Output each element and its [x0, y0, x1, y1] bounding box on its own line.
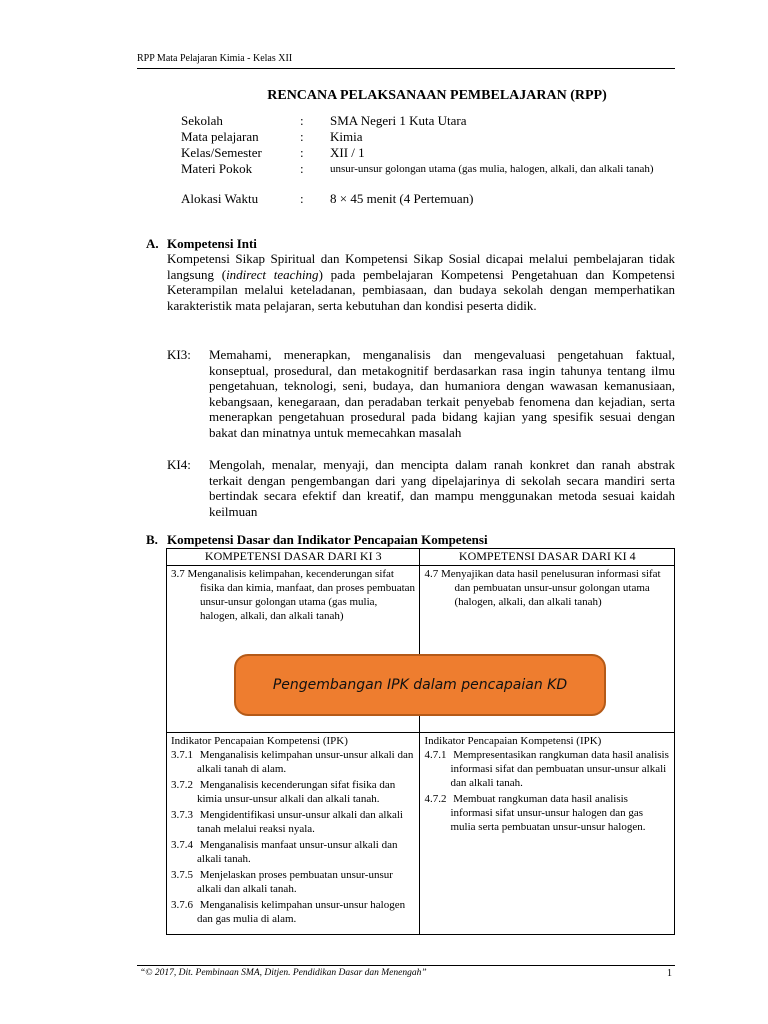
section-a-intro [167, 251, 675, 313]
ipk-text: Menganalisis kelimpahan unsur-unsur alkali dan alkali tanah di alam. [197, 749, 414, 775]
meta-label: Alokasi Waktu [181, 191, 259, 206]
ki3-text: Memahami, menerapkan, menganalisis dan mengevaluasi pengetahuan faktual, konseptual, prosedural, dan metakognitif berdasarkan rasa ingin tahunya tentang ilmu pengetahuan, teknologi, seni, budaya, dan humaniora dengan wawasan kemanusiaan, kebangsaan, kenegaraan, dan peradaban terkait penyebab fenomena dan kejadian, serta menerapkan pengetahuan prosedural pada bidang kajian yang spesifik sesuai dengan bakat dan minatnya untuk memecahkan masalah [209, 347, 675, 440]
meta-label: Kelas/Semester [181, 145, 262, 160]
meta-value: XII / 1 [330, 145, 365, 160]
intro-text: ) pada pembelajaran Kompetensi Pengetahuan dan Kompetensi Keterampilan melalui keteladanan, pembiasaan, dan budaya sekolah dengan memperhatikan karakteristik mata pelajaran, serta kebutuhan dan kondisi peserta didik. [167, 266, 675, 313]
list-item [171, 868, 415, 896]
meta-label: Mata pelajaran [181, 129, 259, 144]
list-item [171, 808, 415, 836]
meta-colon: : [300, 113, 304, 128]
ipk-number: 3.7.1 [171, 749, 193, 761]
meta-colon: : [300, 191, 304, 206]
running-header: RPP Mata Pelajaran Kimia - Kelas XII [137, 53, 293, 64]
meta-label: Materi Pokok [181, 161, 253, 176]
list-item [171, 748, 415, 776]
meta-colon: : [300, 129, 304, 144]
col-header-ki3: KOMPETENSI DASAR DARI KI 3 [167, 549, 420, 566]
ki3-block [167, 347, 675, 440]
ipk3-cell [167, 733, 420, 935]
footer-rule [137, 965, 675, 966]
ipk-number: 3.7.6 [171, 899, 193, 911]
page-number: 1 [667, 968, 672, 979]
col-header-ki4: KOMPETENSI DASAR DARI KI 4 [420, 549, 675, 566]
list-item [424, 748, 670, 790]
ki4-label: KI4: [167, 457, 191, 472]
meta-value: unsur-unsur golongan utama (gas mulia, halogen, alkali, dan alkali tanah) [330, 163, 654, 175]
ipk-number: 4.7.1 [424, 749, 447, 761]
meta-value: 8 × 45 menit (4 Pertemuan) [330, 191, 474, 206]
ipk-number: 3.7.3 [171, 809, 193, 821]
ipk-callout-box [234, 654, 606, 716]
list-item [171, 838, 415, 866]
ipk4-heading: Indikator Pencapaian Kompetensi (IPK) [424, 735, 602, 747]
ipk-text: Mengidentifikasi unsur-unsur alkali dan alkali tanah melalui reaksi nyala. [197, 809, 403, 835]
section-letter: B. [146, 532, 158, 547]
ipk-row [167, 733, 675, 935]
ipk3-heading: Indikator Pencapaian Kompetensi (IPK) [171, 735, 348, 747]
section-letter: A. [146, 236, 159, 251]
ipk-number: 3.7.2 [171, 779, 193, 791]
ki4-block [167, 457, 675, 519]
kd-table [166, 548, 675, 935]
meta-value: SMA Negeri 1 Kuta Utara [330, 113, 467, 128]
callout-text: Pengembangan IPK dalam pencapaian KD [272, 677, 568, 693]
ipk-number: 4.7.2 [424, 793, 447, 805]
kd4-text: 4.7 Menyajikan data hasil penelusuran informasi sifat dan pembuatan unsur-unsur golongan utama (halogen, alkali, dan alkali tanah) [424, 568, 661, 608]
meta-label: Sekolah [181, 113, 223, 128]
document-title: RENCANA PELAKSANAAN PEMBELAJARAN (RPP) [267, 88, 607, 103]
ipk4-cell [420, 733, 675, 935]
list-item [171, 778, 415, 806]
ipk-number: 3.7.5 [171, 869, 193, 881]
section-title: Kompetensi Dasar dan Indikator Pencapaian Kompetensi [167, 532, 488, 547]
list-item [171, 898, 415, 926]
ipk-text: Membuat rangkuman data hasil analisis informasi sifat unsur-unsur halogen dan gas mulia serta pembuatan unsur-unsur halogen. [450, 793, 646, 833]
ipk-text: Menganalisis kelimpahan unsur-unsur halogen dan gas mulia di alam. [197, 899, 406, 925]
footer-copyright: “© 2017, Dit. Pembinaan SMA, Ditjen. Pendidikan Dasar dan Menengah” [140, 968, 427, 978]
section-a-heading [146, 236, 257, 252]
ipk-text: Menjelaskan proses pembuatan unsur-unsur alkali dan alkali tanah. [197, 869, 393, 895]
ki4-text: Mengolah, menalar, menyaji, dan mencipta dalam ranah konkret dan ranah abstrak terkait dengan pengembangan dari yang dipelajarinya di sekolah secara mandiri serta bertindak secara efektif dan kreatif, dan mampu menggunakan metoda sesuai kaidah keilmuan [209, 457, 675, 519]
ipk-text: Mempresentasikan rangkuman data hasil analisis informasi sifat dan pembuatan unsur-unsur alkali dan alkali tanah. [450, 749, 669, 789]
section-b-heading [146, 532, 488, 548]
kd3-text: 3.7 Menganalisis kelimpahan, kecenderungan sifat fisika dan kimia, manfaat, dan proses pembuatan unsur-unsur golongan utama (gas mulia, halogen, alkali, dan alkali tanah) [171, 568, 416, 622]
meta-colon: : [300, 161, 304, 176]
header-rule [137, 68, 675, 69]
meta-colon: : [300, 145, 304, 160]
meta-value: Kimia [330, 129, 363, 144]
list-item [424, 792, 670, 834]
ki3-label: KI3: [167, 347, 191, 362]
ipk-number: 3.7.4 [171, 839, 193, 851]
section-title: Kompetensi Inti [167, 236, 257, 251]
intro-italic: indirect teaching [226, 266, 319, 282]
ipk-text: Menganalisis manfaat unsur-unsur alkali dan alkali tanah. [197, 839, 398, 865]
intro-text: Kompetensi Sikap Spiritual dan Kompetensi Sikap Sosial dicapai melalui pembelajaran tidak langsung ( [167, 251, 675, 282]
ipk-text: Menganalisis kecenderungan sifat fisika dan kimia unsur-unsur alkali dan alkali tanah. [197, 779, 396, 805]
table-header-row [167, 549, 675, 566]
